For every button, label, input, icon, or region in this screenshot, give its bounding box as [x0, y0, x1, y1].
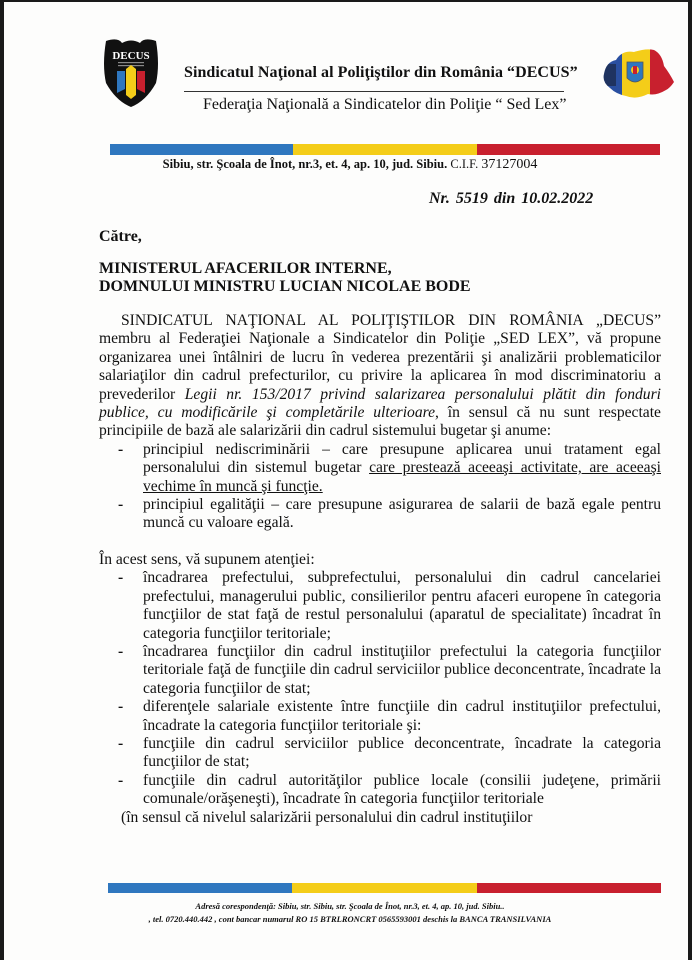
issue-item [143, 698, 661, 808]
intro-paragraph [99, 312, 661, 441]
decus-shield-logo-icon [100, 35, 162, 109]
principle-text: principiul egalităţii – care presupune asigurarea de salarii de bază egale pentru muncă cu valoare egală. [143, 496, 661, 532]
header-divider [184, 91, 564, 92]
romania-map-flag-icon [596, 44, 678, 104]
intro-text-end: , în sensul că nu sunt respectate principiile de bază ale salarizării din cadrul sistemului bugetar şi anume: [99, 404, 661, 440]
union-address [4, 157, 692, 173]
recipient-institution: MINISTERUL AFACERILOR INTERNE, [99, 260, 392, 277]
explanation-text: (în sensul că nivelul salarizării personalului din cadrul instituţiilor [121, 808, 533, 826]
address-street: Sibiu, str. Şcoala de Înot, nr.3, et. 4, ap. 10, jud. Sibiu. [162, 157, 448, 171]
decus-logo-text: DECUS [112, 50, 150, 62]
tricolor-blue [110, 144, 293, 155]
attention-intro: În acest sens, vă supunem atenţiei: [99, 550, 315, 568]
recipient-greeting: Către, [99, 228, 142, 245]
tricolor-red [477, 144, 660, 155]
principle-text: principiul nediscriminării – care presupune aplicarea unui tratament egal personalului din sistemul bugetar [143, 440, 661, 477]
tricolor-yellow [293, 144, 476, 155]
law-reference: Legii nr. 153/2017 privind salarizarea personalului plătit din fonduri publice, cu modificările şi completările ulterioare [99, 385, 662, 422]
footer-contact-bank: , tel. 0720.440.442 , cont bancar numarul RO 15 BTRLRONCRT 0565593001 deschis la BANCA TRANSILVANIA [148, 914, 552, 924]
principle-item [143, 496, 661, 533]
cif-number: 37127004 [481, 157, 538, 172]
principle-underlined: care prestează aceeaşi activitate, are aceeaşi vechime în muncă şi funcţie. [143, 459, 661, 495]
issue-item: - încadrarea prefectului, subprefectului, personalului din cadrul cancelariei prefectului, managerului public, consilierilor pentru afaceri europene în categoria funcţiilor de stat faţă de restul personalului (aparatul de specialitate) încadrat în categoria funcţiilor teritoriale; [143, 569, 661, 643]
registration-number: Nr. 5519 din 10.02.2022 [429, 190, 594, 207]
tricolor-band-bottom [108, 883, 661, 893]
footer-correspondence-address: Adresă corespondenţă: Sibiu, str. Sibiu, str. Şcoala de Înot, nr.3, et. 4, ap. 10, jud. Sibiu.. [195, 901, 505, 911]
tricolor-red [477, 883, 661, 893]
issues-list [99, 569, 661, 808]
cif-label: C.I.F. [450, 157, 479, 171]
letter-page [4, 2, 688, 960]
issue-text: diferenţele salariale existente între funcţiile din cadrul instituţiilor prefectului, încadrate la categoria funcţiilor teritoriale şi: [143, 698, 661, 734]
recipient-person: DOMNULUI MINISTRU LUCIAN NICOLAE BODE [99, 278, 471, 295]
sub-issue-item: - funcţiile din cadrul autorităţilor publice locale (consilii judeţene, primării comunale/orăşeneşti), încadrate în categoria funcţiilor teritoriale [143, 772, 661, 809]
intro-text: SINDICATUL NAŢIONAL AL POLIŢIŞTILOR DIN ROMÂNIA „DECUS” membru al Federaţiei Naţionale a Sindicatelor din Poliţie „SED LEX”, vă propune organizarea unei întâlniri de lucru în vederea prezentării şi analizării problematicilor salariaţilor din cadrul prefecturilor, cu privire la aplicarea în mod discriminatoriu a prevederilor [99, 312, 661, 403]
union-name-heading: Sindicatul Naţional al Poliţiştilor din România “DECUS” [184, 64, 578, 81]
tricolor-yellow [292, 883, 476, 893]
tricolor-band-top [110, 144, 660, 155]
principle-item [143, 441, 661, 496]
letter-body [99, 312, 661, 827]
federation-subheading: Federaţia Naţională a Sindicatelor din Poliţie “ Sed Lex” [203, 96, 567, 113]
sub-issues-list [99, 735, 661, 809]
tricolor-blue [108, 883, 292, 893]
issue-item: - încadrarea funcţiilor din cadrul instituţiilor prefectului la categoria funcţiilor teritoriale faţă de funcţiile din cadrul serviciilor publice deconcentrate, încadrate la categoria funcţiilor de stat; [143, 643, 661, 698]
principles-list [99, 441, 661, 533]
sub-issue-item: - funcţiile din cadrul serviciilor publice deconcentrate, încadrate la categoria funcţiilor de stat; [143, 735, 661, 772]
